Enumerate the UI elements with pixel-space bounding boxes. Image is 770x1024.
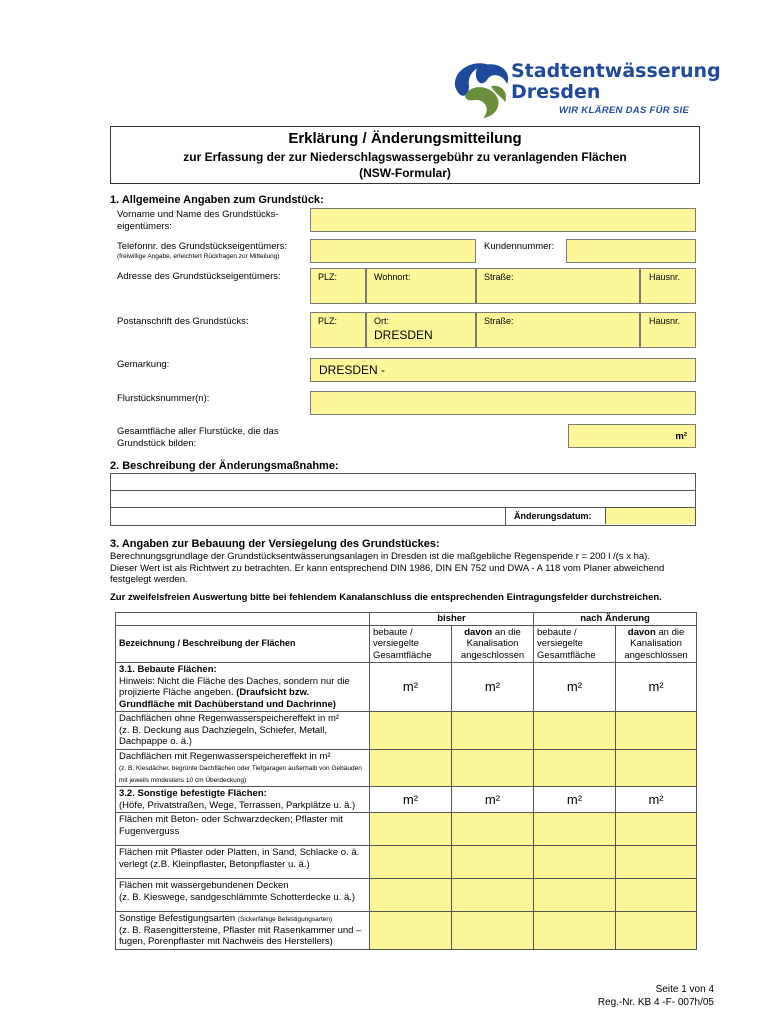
logo-brand-line2: Dresden xyxy=(511,81,601,103)
row-dach-ohne-nach-gesamt-input[interactable] xyxy=(534,712,616,750)
customer-number-label: Kundennummer: xyxy=(484,241,555,252)
col-bisher-bebaute: bebaute / versiegelte Gesamtfläche xyxy=(370,625,452,663)
wohnort-label: Wohnort: xyxy=(374,272,411,282)
owner-name-label: Vorname und Name des Grundstücks- eigentümers: xyxy=(117,209,279,232)
row-32-nach-gesamt-unit: m² xyxy=(534,787,616,813)
row-wasser-nach-davon-input[interactable] xyxy=(616,879,697,912)
logo-slogan: WIR KLÄREN DAS FÜR SIE xyxy=(559,105,690,116)
col-nach: nach Änderung xyxy=(534,613,697,626)
row-dach-mit-bisher-davon-input[interactable] xyxy=(452,749,534,787)
change-date-label: Änderungsdatum: xyxy=(505,508,605,525)
row-beton-bisher-gesamt-input[interactable] xyxy=(370,813,452,846)
row-pflaster-bisher-davon-input[interactable] xyxy=(452,846,534,879)
owner-strasse-field[interactable] xyxy=(476,268,640,304)
gesamtflaeche-unit: m² xyxy=(675,431,687,442)
row-dach-mit-nach-davon-input[interactable] xyxy=(616,749,697,787)
phone-field[interactable] xyxy=(310,239,476,263)
logo-mark xyxy=(447,56,515,120)
section1-heading: 1. Allgemeine Angaben zum Grundstück: xyxy=(110,194,324,206)
logo-brand-line1: Stadtentwässerung xyxy=(511,60,721,82)
owner-address-label: Adresse des Grundstückseigentümers: xyxy=(117,271,281,282)
col-desc: Bezeichnung / Beschreibung der Flächen xyxy=(116,625,370,663)
gemarkung-field[interactable] xyxy=(310,358,696,382)
col-nach-davon: davon an die Kanalisation angeschlossen xyxy=(616,625,697,663)
postal-ort-label: Ort: xyxy=(374,316,389,326)
row-31-bisher-gesamt-unit: m² xyxy=(370,663,452,712)
flurstueck-field[interactable] xyxy=(310,391,696,415)
owner-hausnr-field[interactable] xyxy=(640,268,696,304)
change-date-field[interactable] xyxy=(605,508,695,524)
row-dach-mit-bisher-gesamt-input[interactable] xyxy=(370,749,452,787)
plz-label: PLZ: xyxy=(318,272,338,282)
col-nach-bebaute: bebaute / versiegelte Gesamtfläche xyxy=(534,625,616,663)
areas-table xyxy=(115,612,697,950)
change-description-box xyxy=(110,473,696,526)
customer-number-field[interactable] xyxy=(566,239,696,263)
row-dach-ohne-bisher-gesamt-input[interactable] xyxy=(370,712,452,750)
section2-heading: 2. Beschreibung der Änderungsmaßnahme: xyxy=(110,460,339,472)
footer-regnr: Reg.-Nr. KB 4 -F- 007h/05 xyxy=(597,997,714,1008)
table-header-blank xyxy=(116,613,370,626)
row-dach-ohne-bisher-davon-input[interactable] xyxy=(452,712,534,750)
postal-hausnr-label: Hausnr. xyxy=(649,316,681,326)
row-pflaster: Flächen mit Pflaster oder Platten, in Sand, Schlacke o. ä. verlegt (z.B. Kleinpflaster, Betonpflaster u. ä.) xyxy=(116,846,370,879)
owner-name-field[interactable] xyxy=(310,208,696,232)
gesamtflaeche-field[interactable] xyxy=(568,424,696,448)
form-title: Erklärung / Änderungsmitteilung xyxy=(288,130,522,147)
form-subtitle: zur Erfassung der zur Niederschlagswassergebühr zu veranlagenden Flächen xyxy=(183,150,627,164)
postal-ort-value: DRESDEN xyxy=(374,328,433,342)
row-sonst-nach-davon-input[interactable] xyxy=(616,912,697,950)
row-31-nach-gesamt-unit: m² xyxy=(534,663,616,712)
header-frame xyxy=(110,126,700,184)
col-bisher-davon: davon an die Kanalisation angeschlossen xyxy=(452,625,534,663)
logo xyxy=(447,52,721,122)
strasse-label: Straße: xyxy=(484,272,514,282)
row-32-bisher-gesamt-unit: m² xyxy=(370,787,452,813)
row-dach-ohne: Dachflächen ohne Regenwasserspeichereffekt in m² (z. B. Deckung aus Dachziegeln, Schiefer, Metall, Dachpappe o. ä.) xyxy=(116,712,370,750)
footer-page: Seite 1 von 4 xyxy=(655,984,714,995)
row-sonst-bisher-davon-input[interactable] xyxy=(452,912,534,950)
change-description-line3[interactable] xyxy=(111,508,505,525)
gesamtflaeche-label: Gesamtfläche aller Flurstücke, die das Grundstück bilden: xyxy=(117,426,279,449)
row-sonstige-befestigung: Sonstige Befestigungsarten (Sickerfähige Befestigungsarten) (z. B. Rasengittersteine, Pflaster mit Rasenkammer und –fugen, Porenpflaster mit Nachweis des Herstellers) xyxy=(116,912,370,950)
row-wasser-bisher-davon-input[interactable] xyxy=(452,879,534,912)
row-beton-bisher-davon-input[interactable] xyxy=(452,813,534,846)
section3-instruction: Zur zweifelsfreien Auswertung bitte bei fehlendem Kanalanschluss die entsprechenden Eintragungsfelder durchstreichen. xyxy=(110,592,662,603)
change-description-line1[interactable] xyxy=(111,474,695,491)
col-bisher: bisher xyxy=(370,613,534,626)
row-dach-mit-nach-gesamt-input[interactable] xyxy=(534,749,616,787)
row-pflaster-bisher-gesamt-input[interactable] xyxy=(370,846,452,879)
row-beton-nach-gesamt-input[interactable] xyxy=(534,813,616,846)
row-31-bebaute-flaechen: 3.1. Bebaute Flächen: Hinweis: Nicht die Fläche des Daches, sondern nur die projizierte Fläche angeben. (Draufsicht bzw. Grundfläche mit Dachüberstand und Dachrinne) xyxy=(116,663,370,712)
change-description-line2[interactable] xyxy=(111,491,695,508)
postal-ort-field[interactable] xyxy=(366,312,476,348)
postal-address-label: Postanschrift des Grundstücks: xyxy=(117,316,249,327)
owner-plz-field[interactable] xyxy=(310,268,366,304)
row-32-sonstige: 3.2. Sonstige befestigte Flächen: (Höfe, Privatstraßen, Wege, Terrassen, Parkplätze u. ä.) xyxy=(116,787,370,813)
gemarkung-label: Gemarkung: xyxy=(117,359,170,370)
row-dach-ohne-nach-davon-input[interactable] xyxy=(616,712,697,750)
row-beton: Flächen mit Beton- oder Schwarzdecken; Pflaster mit Fugenverguss xyxy=(116,813,370,846)
owner-wohnort-field[interactable] xyxy=(366,268,476,304)
row-sonst-nach-gesamt-input[interactable] xyxy=(534,912,616,950)
row-wasser-bisher-gesamt-input[interactable] xyxy=(370,879,452,912)
row-pflaster-nach-davon-input[interactable] xyxy=(616,846,697,879)
row-sonst-bisher-gesamt-input[interactable] xyxy=(370,912,452,950)
gemarkung-value: DRESDEN - xyxy=(319,363,386,377)
row-wassergebunden: Flächen mit wassergebundenen Decken (z. B. Kieswege, sandgeschlämmte Schotterdecke u. ä.) xyxy=(116,879,370,912)
row-dach-mit: Dachflächen mit Regenwasserspeichereffekt in m² (z. B. Kiesdächer, begrünte Dachflächen oder Tiefgaragen außerhalb von Gebäuden mit jeweils mindestens 10 cm Überdeckung) xyxy=(116,749,370,787)
flurstueck-label: Flurstücksnummer(n): xyxy=(117,393,210,404)
row-32-nach-davon-unit: m² xyxy=(616,787,697,813)
postal-strasse-field[interactable] xyxy=(476,312,640,348)
section3-intro: Berechnungsgrundlage der Grundstücksentwässerungsanlagen in Dresden ist die maßgebliche Regenspende r = 200 l /(s x ha). Dieser Wert ist als Richtwert zu betrachten. Er kann entsprechend DIN 1986, DIN EN 752 und DWA - A 118 vom Planer abweichend festgelegt werden. xyxy=(110,551,665,585)
row-31-nach-davon-unit: m² xyxy=(616,663,697,712)
postal-plz-field[interactable] xyxy=(310,312,366,348)
row-wasser-nach-gesamt-input[interactable] xyxy=(534,879,616,912)
postal-plz-label: PLZ: xyxy=(318,316,338,326)
phone-label: Telefonnr. des Grundstückseigentümers: xyxy=(117,241,288,252)
postal-hausnr-field[interactable] xyxy=(640,312,696,348)
row-32-bisher-davon-unit: m² xyxy=(452,787,534,813)
hausnr-label: Hausnr. xyxy=(649,272,681,282)
row-31-bisher-davon-unit: m² xyxy=(452,663,534,712)
form-name: (NSW-Formular) xyxy=(359,166,451,180)
section3-heading: 3. Angaben zur Bebauung der Versiegelung des Grundstückes: xyxy=(110,538,440,550)
phone-note: (freiwillige Angabe, erleichtert Rückfragen zur Mitteilung) xyxy=(117,253,280,260)
row-beton-nach-davon-input[interactable] xyxy=(616,813,697,846)
postal-strasse-label: Straße: xyxy=(484,316,514,326)
row-pflaster-nach-gesamt-input[interactable] xyxy=(534,846,616,879)
